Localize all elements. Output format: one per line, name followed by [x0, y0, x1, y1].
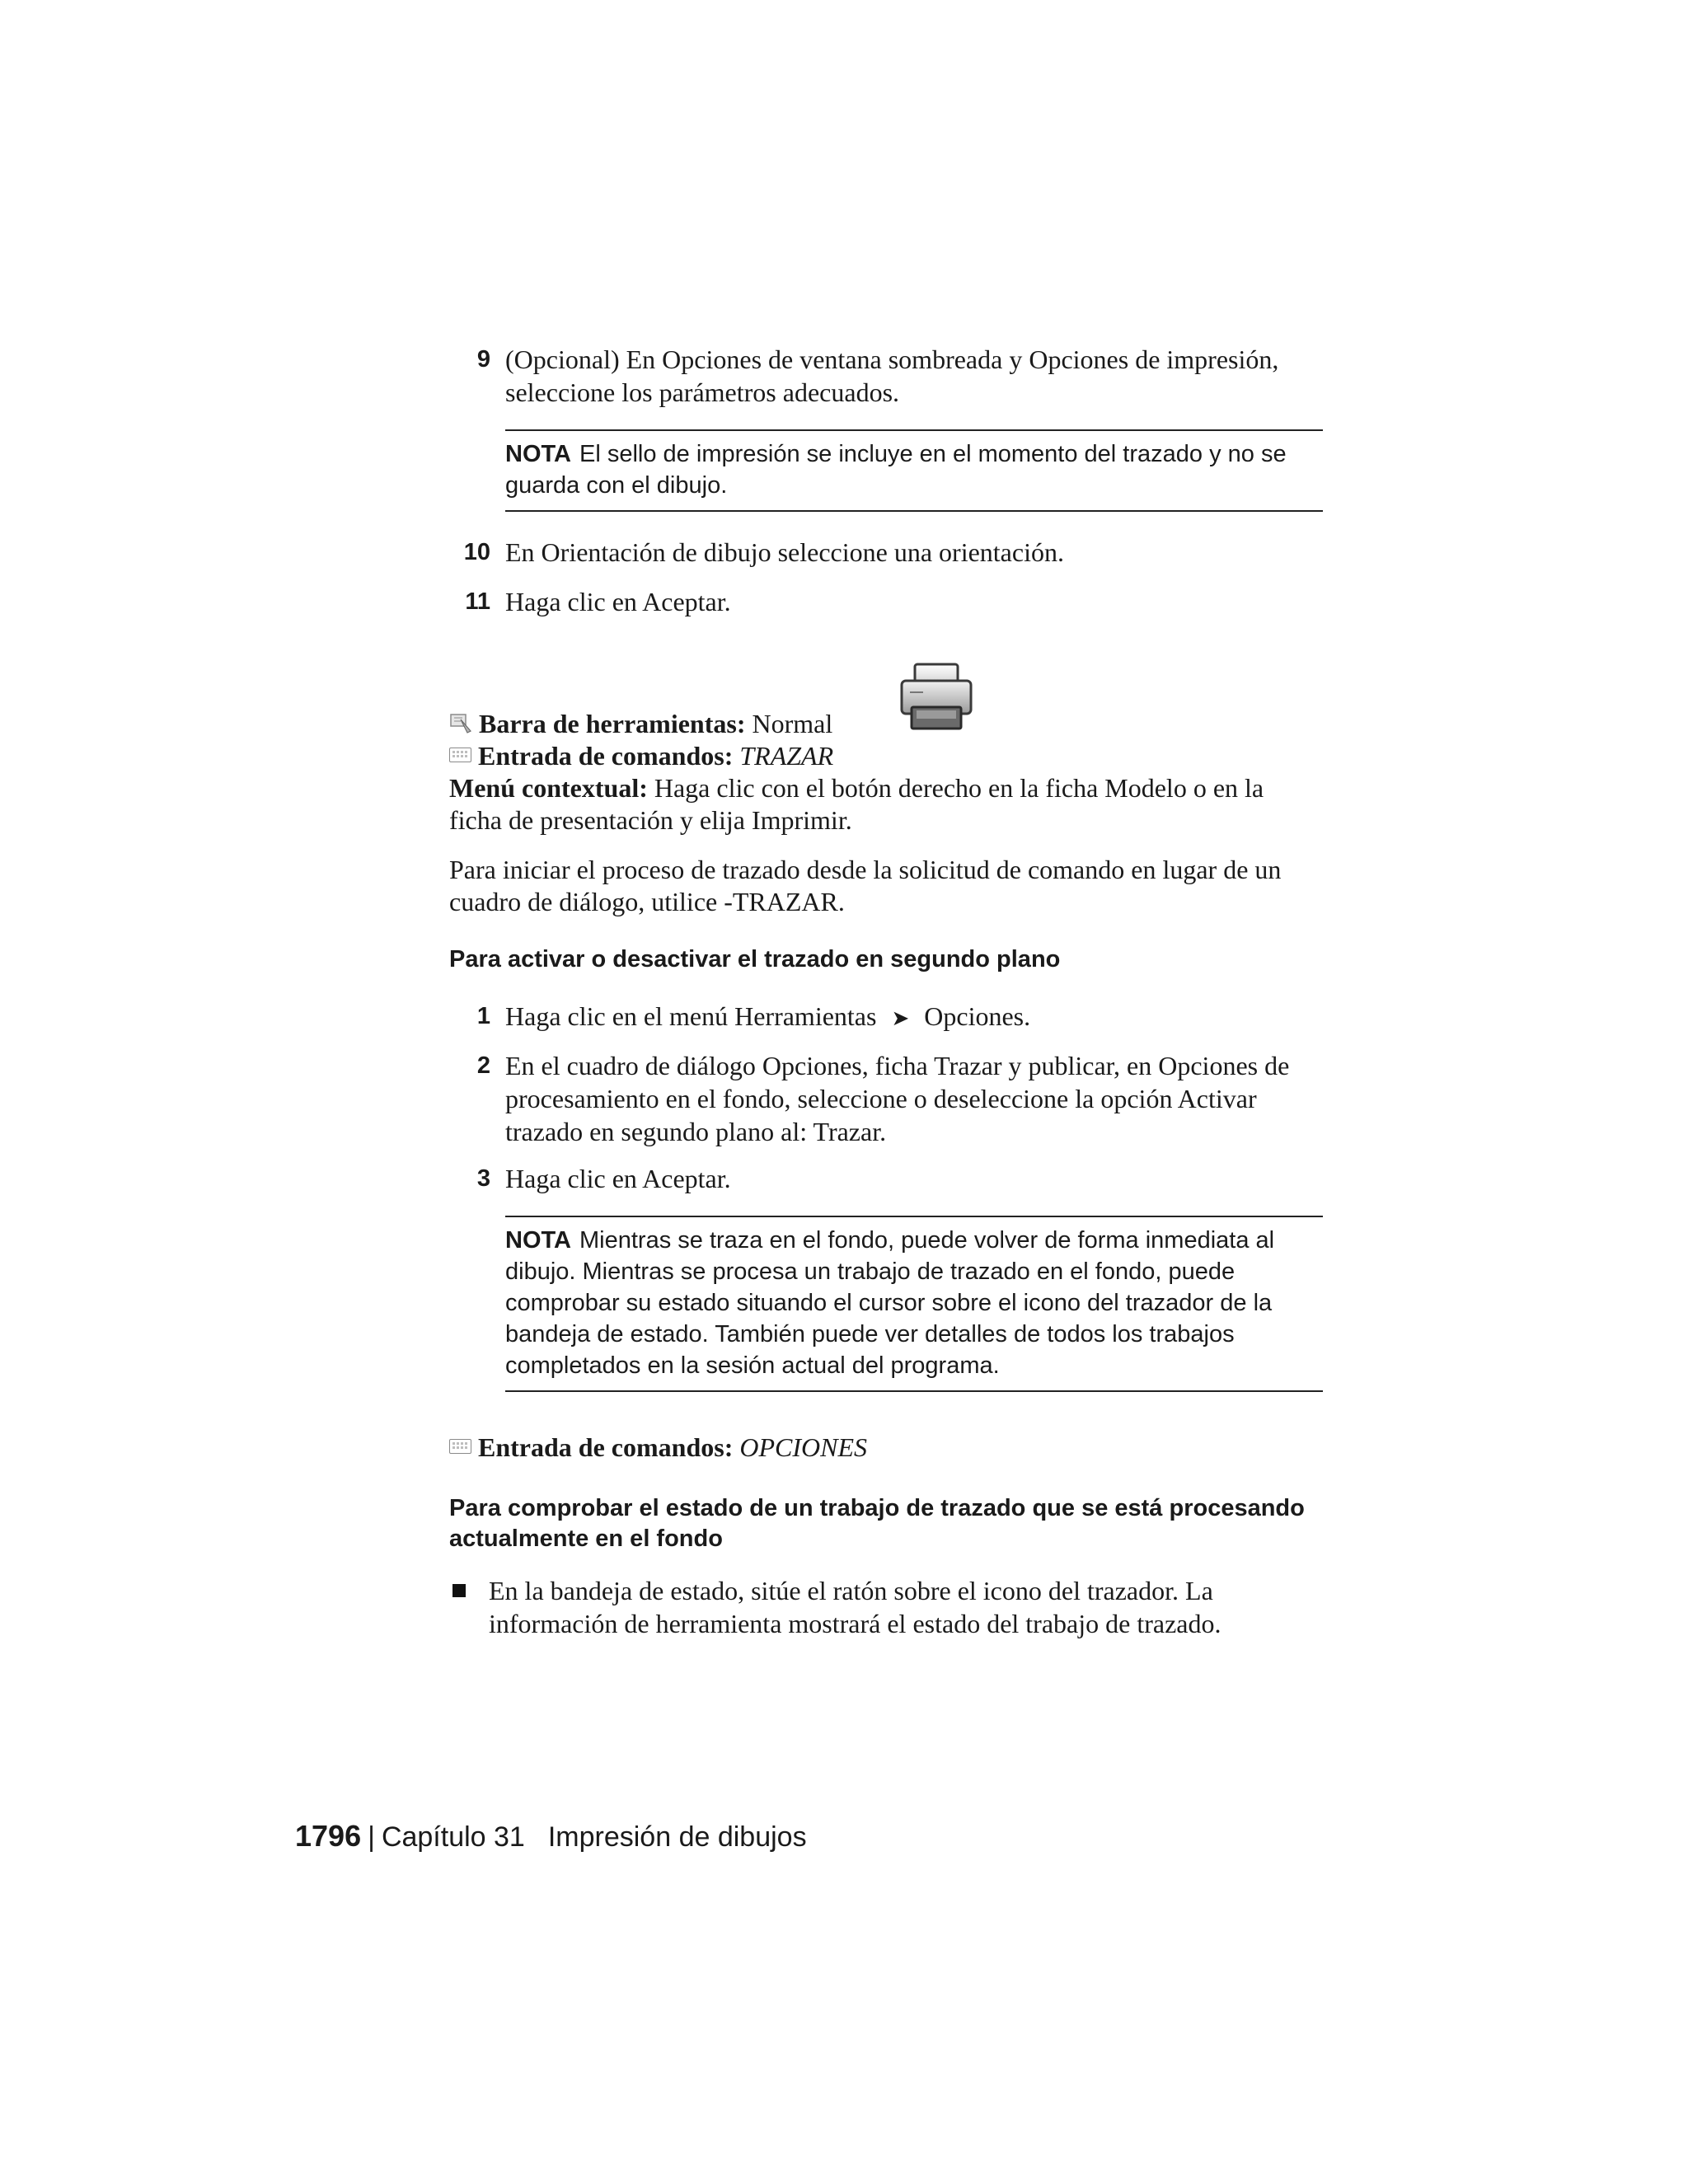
note-text: Mientras se traza en el fondo, puede volver de forma inmediata al dibujo. Mientras se procesa un trabajo de trazado en el fondo, puede comprobar su estado situando el cursor sobre el icono del trazador de la bandeja de estado. También puede ver detalles de todos los trabajos completados en la sesión actual del programa.: [505, 1227, 1275, 1379]
step-number: 2: [476, 1052, 490, 1079]
command-line: [449, 740, 1323, 772]
keyboard-icon: [449, 748, 471, 762]
command-value: TRAZAR: [739, 741, 834, 771]
arrow-icon: ➤: [891, 1006, 910, 1031]
toolbar-label: Barra de herramientas:: [479, 709, 746, 738]
context-menu-line: [449, 772, 1323, 837]
note-text: El sello de impresión se incluye en el momento del trazado y no se guarda con el dibujo.: [505, 441, 1287, 499]
command-label: Entrada de comandos:: [478, 741, 734, 771]
step-text: Haga clic en Aceptar.: [505, 587, 731, 616]
step-3: [449, 1162, 1323, 1195]
step-11: [449, 585, 1323, 618]
step-2: [449, 1049, 1323, 1148]
command-label: Entrada de comandos:: [478, 1432, 734, 1462]
toolbar-icon: [449, 710, 474, 731]
menu-path-end: Opciones.: [924, 1001, 1031, 1031]
keyboard-icon: [449, 1439, 471, 1454]
command-line: [449, 1432, 1323, 1464]
step-text: (Opcional) En Opciones de ventana sombreada y Opciones de impresión, seleccione los parámetros adecuados.: [505, 344, 1279, 407]
note-label: NOTA: [505, 1227, 572, 1254]
step-number: 11: [465, 588, 490, 615]
procedure-heading: Para activar o desactivar el trazado en segundo plano: [449, 946, 1061, 972]
toolbar-line: [449, 708, 1323, 740]
step-text: Haga clic en Aceptar.: [505, 1164, 731, 1193]
command-value: OPCIONES: [739, 1432, 868, 1462]
chapter-label: Capítulo 31: [381, 1821, 525, 1853]
chapter-title: Impresión de dibujos: [547, 1821, 807, 1853]
note-label: NOTA: [505, 441, 572, 467]
menu-path-start: Haga clic en el menú Herramientas: [505, 1001, 877, 1031]
step-number: 1: [476, 1003, 490, 1029]
step-number: 3: [476, 1165, 490, 1192]
note-box: [505, 429, 1323, 512]
step-number: 10: [463, 539, 490, 565]
step-number: 9: [476, 346, 490, 373]
step-1: [449, 1000, 1323, 1033]
step-text: En el cuadro de diálogo Opciones, ficha Trazar y publicar, en Opciones de procesamiento en el fondo, seleccione o deseleccione la opción Activar trazado en segundo plano al: Trazar.: [505, 1051, 1290, 1146]
note-box: [505, 1216, 1323, 1392]
context-value: Haga clic con el botón derecho en la ficha Modelo o en la ficha de presentación y elija Imprimir.: [449, 773, 1264, 835]
bullet-item: [449, 1574, 1323, 1640]
page-footer: [295, 1818, 807, 1855]
bullet-icon: [452, 1584, 466, 1597]
step-text: [505, 1000, 1323, 1035]
step-text: En Orientación de dibujo seleccione una orientación.: [505, 537, 1064, 567]
step-10: [449, 536, 1323, 569]
context-label: Menú contextual:: [449, 773, 648, 803]
footer-separator: |: [368, 1821, 375, 1853]
bullet-text: En la bandeja de estado, sitúe el ratón sobre el icono del trazador. La información de herramienta mostrará el estado del trabajo de trazado.: [489, 1576, 1221, 1638]
procedure-heading: Para comprobar el estado de un trabajo de trazado que se está procesando actualmente en el fondo: [449, 1495, 1305, 1552]
page-number: 1796: [295, 1819, 362, 1853]
toolbar-value: Normal: [752, 709, 833, 738]
step-9: [449, 343, 1323, 409]
body-paragraph: Para iniciar el proceso de trazado desde la solicitud de comando en lugar de un cuadro de diálogo, utilice -TRAZAR.: [449, 855, 1282, 916]
